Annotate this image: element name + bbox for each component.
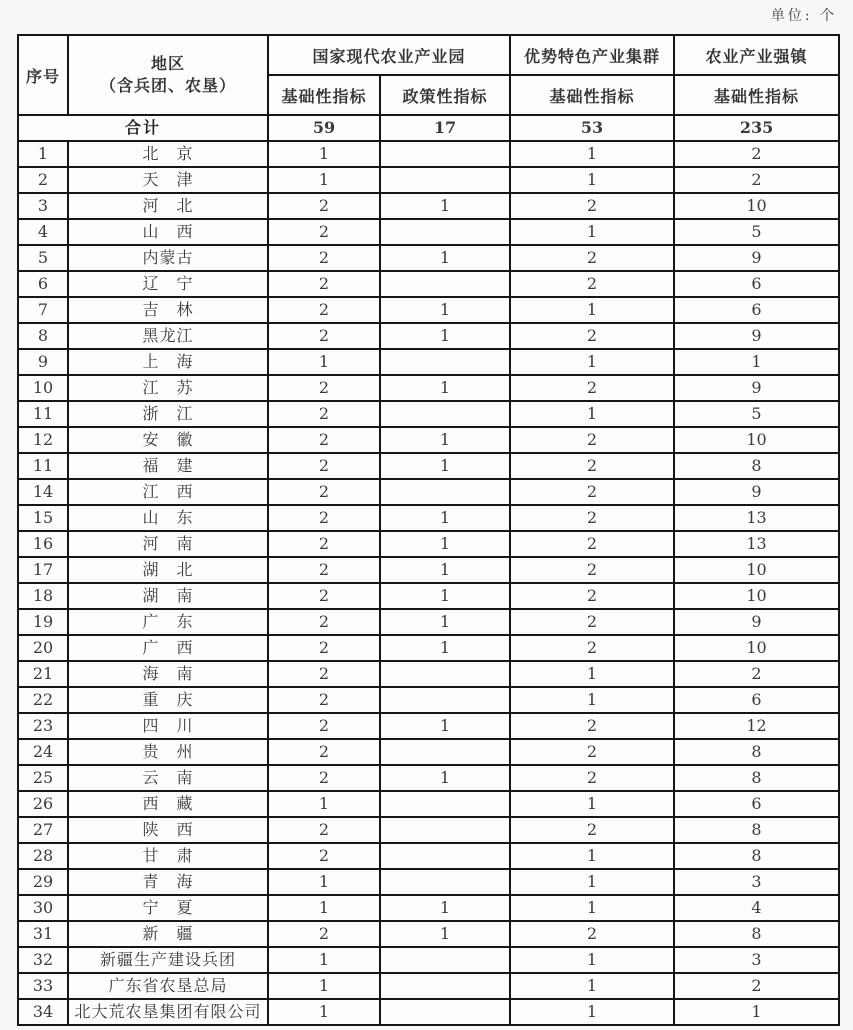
park-basic-cell: 2 <box>268 739 380 765</box>
park-basic-cell: 2 <box>268 817 380 843</box>
town-basic-cell: 9 <box>674 609 839 635</box>
town-basic-cell: 2 <box>674 141 839 167</box>
table-row <box>18 349 839 375</box>
seq-cell: 25 <box>18 765 68 791</box>
park-policy-cell: 1 <box>380 323 510 349</box>
table-row <box>18 999 839 1025</box>
seq-cell: 29 <box>18 869 68 895</box>
column-header-region-line2: （含兵团、农垦） <box>99 76 236 95</box>
town-basic-cell: 10 <box>674 427 839 453</box>
park-basic-cell: 2 <box>268 375 380 401</box>
region-cell: 云 南 <box>68 765 268 791</box>
cluster-basic-cell: 2 <box>510 739 674 765</box>
seq-cell: 6 <box>18 271 68 297</box>
park-basic-cell: 1 <box>268 141 380 167</box>
cluster-basic-cell: 2 <box>510 271 674 297</box>
table-row <box>18 765 839 791</box>
park-policy-cell: 1 <box>380 193 510 219</box>
park-policy-cell: 1 <box>380 921 510 947</box>
town-basic-cell: 6 <box>674 791 839 817</box>
table-header <box>18 35 839 115</box>
table-row <box>18 453 839 479</box>
table-row <box>18 791 839 817</box>
column-header-town-basic-indicator: 基础性指标 <box>674 75 839 115</box>
cluster-basic-cell: 1 <box>510 687 674 713</box>
table-row <box>18 661 839 687</box>
park-basic-cell: 1 <box>268 167 380 193</box>
table-row <box>18 167 839 193</box>
town-basic-cell: 1 <box>674 349 839 375</box>
park-policy-cell <box>380 973 510 999</box>
seq-cell: 11 <box>18 453 68 479</box>
table-row <box>18 505 839 531</box>
seq-cell: 15 <box>18 505 68 531</box>
seq-cell: 22 <box>18 687 68 713</box>
cluster-basic-cell: 1 <box>510 843 674 869</box>
total-park-basic-cell: 59 <box>268 115 380 141</box>
region-cell: 山 东 <box>68 505 268 531</box>
town-basic-cell: 9 <box>674 323 839 349</box>
park-policy-cell: 1 <box>380 895 510 921</box>
seq-cell: 7 <box>18 297 68 323</box>
region-cell: 江 苏 <box>68 375 268 401</box>
seq-cell: 9 <box>18 349 68 375</box>
seq-cell: 26 <box>18 791 68 817</box>
park-basic-cell: 1 <box>268 947 380 973</box>
cluster-basic-cell: 2 <box>510 765 674 791</box>
table-row <box>18 141 839 167</box>
town-basic-cell: 9 <box>674 479 839 505</box>
cluster-basic-cell: 2 <box>510 609 674 635</box>
town-basic-cell: 6 <box>674 687 839 713</box>
table-row <box>18 921 839 947</box>
region-cell: 河 北 <box>68 193 268 219</box>
park-basic-cell: 2 <box>268 661 380 687</box>
town-basic-cell: 2 <box>674 661 839 687</box>
region-cell: 北大荒农垦集团有限公司 <box>68 999 268 1025</box>
region-cell: 新 疆 <box>68 921 268 947</box>
column-header-group-industry-cluster: 优势特色产业集群 <box>510 35 674 75</box>
cluster-basic-cell: 2 <box>510 323 674 349</box>
park-basic-cell: 1 <box>268 895 380 921</box>
table-row <box>18 713 839 739</box>
cluster-basic-cell: 2 <box>510 583 674 609</box>
column-header-group-strong-town: 农业产业强镇 <box>674 35 839 75</box>
seq-cell: 24 <box>18 739 68 765</box>
region-cell: 陕 西 <box>68 817 268 843</box>
region-cell: 海 南 <box>68 661 268 687</box>
park-basic-cell: 2 <box>268 765 380 791</box>
table-row <box>18 843 839 869</box>
seq-cell: 2 <box>18 167 68 193</box>
park-policy-cell <box>380 869 510 895</box>
table-row <box>18 323 839 349</box>
region-cell: 内蒙古 <box>68 245 268 271</box>
table-row <box>18 427 839 453</box>
town-basic-cell: 10 <box>674 193 839 219</box>
cluster-basic-cell: 1 <box>510 219 674 245</box>
park-basic-cell: 2 <box>268 687 380 713</box>
table-row <box>18 271 839 297</box>
cluster-basic-cell: 1 <box>510 661 674 687</box>
town-basic-cell: 1 <box>674 999 839 1025</box>
park-policy-cell <box>380 843 510 869</box>
region-cell: 河 南 <box>68 531 268 557</box>
park-policy-cell <box>380 479 510 505</box>
town-basic-cell: 10 <box>674 635 839 661</box>
park-basic-cell: 2 <box>268 219 380 245</box>
park-policy-cell: 1 <box>380 531 510 557</box>
cluster-basic-cell: 2 <box>510 921 674 947</box>
table-row <box>18 531 839 557</box>
cluster-basic-cell: 2 <box>510 817 674 843</box>
seq-cell: 3 <box>18 193 68 219</box>
cluster-basic-cell: 1 <box>510 297 674 323</box>
town-basic-cell: 12 <box>674 713 839 739</box>
park-basic-cell: 2 <box>268 297 380 323</box>
region-cell: 天 津 <box>68 167 268 193</box>
table-row <box>18 687 839 713</box>
park-basic-cell: 2 <box>268 323 380 349</box>
park-policy-cell <box>380 739 510 765</box>
cluster-basic-cell: 2 <box>510 193 674 219</box>
region-cell: 福 建 <box>68 453 268 479</box>
seq-cell: 19 <box>18 609 68 635</box>
town-basic-cell: 8 <box>674 739 839 765</box>
cluster-basic-cell: 1 <box>510 141 674 167</box>
seq-cell: 8 <box>18 323 68 349</box>
town-basic-cell: 3 <box>674 869 839 895</box>
park-policy-cell <box>380 817 510 843</box>
park-basic-cell: 2 <box>268 583 380 609</box>
park-basic-cell: 2 <box>268 557 380 583</box>
total-town-basic-cell: 235 <box>674 115 839 141</box>
column-header-seq: 序号 <box>18 35 68 115</box>
cluster-basic-cell: 2 <box>510 635 674 661</box>
park-policy-cell <box>380 687 510 713</box>
region-cell: 重 庆 <box>68 687 268 713</box>
column-header-region <box>68 35 268 115</box>
town-basic-cell: 8 <box>674 817 839 843</box>
table-row <box>18 401 839 427</box>
park-basic-cell: 2 <box>268 453 380 479</box>
seq-cell: 33 <box>18 973 68 999</box>
seq-cell: 30 <box>18 895 68 921</box>
park-policy-cell: 1 <box>380 427 510 453</box>
total-cluster-basic-cell: 53 <box>510 115 674 141</box>
total-row <box>18 115 839 141</box>
table-row <box>18 739 839 765</box>
table-row <box>18 245 839 271</box>
park-policy-cell: 1 <box>380 297 510 323</box>
park-basic-cell: 2 <box>268 193 380 219</box>
park-basic-cell: 2 <box>268 401 380 427</box>
column-header-group-industrial-park: 国家现代农业产业园 <box>268 35 510 75</box>
park-policy-cell: 1 <box>380 505 510 531</box>
cluster-basic-cell: 1 <box>510 973 674 999</box>
cluster-basic-cell: 1 <box>510 999 674 1025</box>
park-policy-cell <box>380 947 510 973</box>
region-cell: 甘 肃 <box>68 843 268 869</box>
region-cell: 江 西 <box>68 479 268 505</box>
park-basic-cell: 2 <box>268 531 380 557</box>
seq-cell: 18 <box>18 583 68 609</box>
header-row-groups <box>18 35 839 75</box>
park-basic-cell: 2 <box>268 713 380 739</box>
region-cell: 辽 宁 <box>68 271 268 297</box>
region-cell: 广东省农垦总局 <box>68 973 268 999</box>
park-basic-cell: 2 <box>268 427 380 453</box>
town-basic-cell: 6 <box>674 271 839 297</box>
table-row <box>18 609 839 635</box>
town-basic-cell: 5 <box>674 219 839 245</box>
seq-cell: 20 <box>18 635 68 661</box>
park-policy-cell: 1 <box>380 583 510 609</box>
seq-cell: 10 <box>18 375 68 401</box>
park-basic-cell: 2 <box>268 609 380 635</box>
total-label: 合计 <box>18 115 268 141</box>
cluster-basic-cell: 1 <box>510 869 674 895</box>
column-header-cluster-basic-indicator: 基础性指标 <box>510 75 674 115</box>
park-basic-cell: 1 <box>268 869 380 895</box>
table-row <box>18 947 839 973</box>
region-cell: 广 东 <box>68 609 268 635</box>
seq-cell: 23 <box>18 713 68 739</box>
region-cell: 青 海 <box>68 869 268 895</box>
region-cell: 黑龙江 <box>68 323 268 349</box>
table-row <box>18 219 839 245</box>
town-basic-cell: 3 <box>674 947 839 973</box>
cluster-basic-cell: 2 <box>510 479 674 505</box>
park-basic-cell: 2 <box>268 921 380 947</box>
park-policy-cell <box>380 661 510 687</box>
town-basic-cell: 8 <box>674 765 839 791</box>
region-cell: 湖 南 <box>68 583 268 609</box>
town-basic-cell: 5 <box>674 401 839 427</box>
park-basic-cell: 2 <box>268 843 380 869</box>
indicator-table <box>17 34 840 1026</box>
region-cell: 上 海 <box>68 349 268 375</box>
seq-cell: 12 <box>18 427 68 453</box>
column-header-park-basic-indicator: 基础性指标 <box>268 75 380 115</box>
seq-cell: 28 <box>18 843 68 869</box>
town-basic-cell: 13 <box>674 531 839 557</box>
park-basic-cell: 1 <box>268 973 380 999</box>
town-basic-cell: 10 <box>674 557 839 583</box>
cluster-basic-cell: 1 <box>510 167 674 193</box>
seq-cell: 34 <box>18 999 68 1025</box>
region-cell: 宁 夏 <box>68 895 268 921</box>
cluster-basic-cell: 2 <box>510 713 674 739</box>
unit-label: 单位: 个 <box>770 8 837 24</box>
town-basic-cell: 2 <box>674 973 839 999</box>
park-basic-cell: 2 <box>268 505 380 531</box>
seq-cell: 4 <box>18 219 68 245</box>
seq-cell: 17 <box>18 557 68 583</box>
seq-cell: 5 <box>18 245 68 271</box>
region-cell: 四 川 <box>68 713 268 739</box>
park-policy-cell <box>380 271 510 297</box>
park-basic-cell: 2 <box>268 245 380 271</box>
seq-cell: 31 <box>18 921 68 947</box>
column-header-park-policy-indicator: 政策性指标 <box>380 75 510 115</box>
table-body <box>18 115 839 1025</box>
seq-cell: 11 <box>18 401 68 427</box>
town-basic-cell: 8 <box>674 453 839 479</box>
park-policy-cell <box>380 141 510 167</box>
table-row <box>18 479 839 505</box>
town-basic-cell: 9 <box>674 375 839 401</box>
park-basic-cell: 1 <box>268 999 380 1025</box>
region-cell: 湖 北 <box>68 557 268 583</box>
table-row <box>18 297 839 323</box>
town-basic-cell: 13 <box>674 505 839 531</box>
town-basic-cell: 2 <box>674 167 839 193</box>
park-basic-cell: 1 <box>268 791 380 817</box>
cluster-basic-cell: 2 <box>510 245 674 271</box>
total-park-policy-cell: 17 <box>380 115 510 141</box>
park-policy-cell <box>380 401 510 427</box>
region-cell: 浙 江 <box>68 401 268 427</box>
seq-cell: 32 <box>18 947 68 973</box>
region-cell: 北 京 <box>68 141 268 167</box>
town-basic-cell: 10 <box>674 583 839 609</box>
town-basic-cell: 9 <box>674 245 839 271</box>
column-header-region-line1: 地区 <box>150 54 185 74</box>
park-policy-cell: 1 <box>380 375 510 401</box>
cluster-basic-cell: 1 <box>510 947 674 973</box>
cluster-basic-cell: 1 <box>510 895 674 921</box>
park-policy-cell: 1 <box>380 765 510 791</box>
region-cell: 吉 林 <box>68 297 268 323</box>
cluster-basic-cell: 1 <box>510 401 674 427</box>
table-row <box>18 375 839 401</box>
cluster-basic-cell: 2 <box>510 427 674 453</box>
table-row <box>18 869 839 895</box>
cluster-basic-cell: 2 <box>510 557 674 583</box>
park-basic-cell: 2 <box>268 635 380 661</box>
park-policy-cell <box>380 999 510 1025</box>
park-basic-cell: 2 <box>268 479 380 505</box>
table-row <box>18 635 839 661</box>
table-row <box>18 973 839 999</box>
cluster-basic-cell: 1 <box>510 791 674 817</box>
cluster-basic-cell: 2 <box>510 531 674 557</box>
seq-cell: 14 <box>18 479 68 505</box>
cluster-basic-cell: 2 <box>510 375 674 401</box>
seq-cell: 1 <box>18 141 68 167</box>
table-row <box>18 895 839 921</box>
table-row <box>18 583 839 609</box>
town-basic-cell: 8 <box>674 843 839 869</box>
park-basic-cell: 1 <box>268 349 380 375</box>
town-basic-cell: 6 <box>674 297 839 323</box>
seq-cell: 27 <box>18 817 68 843</box>
park-policy-cell: 1 <box>380 609 510 635</box>
region-cell: 新疆生产建设兵团 <box>68 947 268 973</box>
park-policy-cell: 1 <box>380 635 510 661</box>
region-cell: 安 徽 <box>68 427 268 453</box>
park-policy-cell: 1 <box>380 557 510 583</box>
region-cell: 西 藏 <box>68 791 268 817</box>
park-policy-cell: 1 <box>380 713 510 739</box>
cluster-basic-cell: 1 <box>510 349 674 375</box>
park-policy-cell <box>380 219 510 245</box>
table-row <box>18 817 839 843</box>
park-policy-cell <box>380 791 510 817</box>
park-policy-cell <box>380 349 510 375</box>
cluster-basic-cell: 2 <box>510 453 674 479</box>
park-policy-cell: 1 <box>380 245 510 271</box>
seq-cell: 16 <box>18 531 68 557</box>
town-basic-cell: 8 <box>674 921 839 947</box>
region-cell: 贵 州 <box>68 739 268 765</box>
park-policy-cell: 1 <box>380 453 510 479</box>
table-row <box>18 557 839 583</box>
park-policy-cell <box>380 167 510 193</box>
park-basic-cell: 2 <box>268 271 380 297</box>
region-cell: 广 西 <box>68 635 268 661</box>
town-basic-cell: 4 <box>674 895 839 921</box>
cluster-basic-cell: 2 <box>510 505 674 531</box>
seq-cell: 21 <box>18 661 68 687</box>
region-cell: 山 西 <box>68 219 268 245</box>
table-row <box>18 193 839 219</box>
